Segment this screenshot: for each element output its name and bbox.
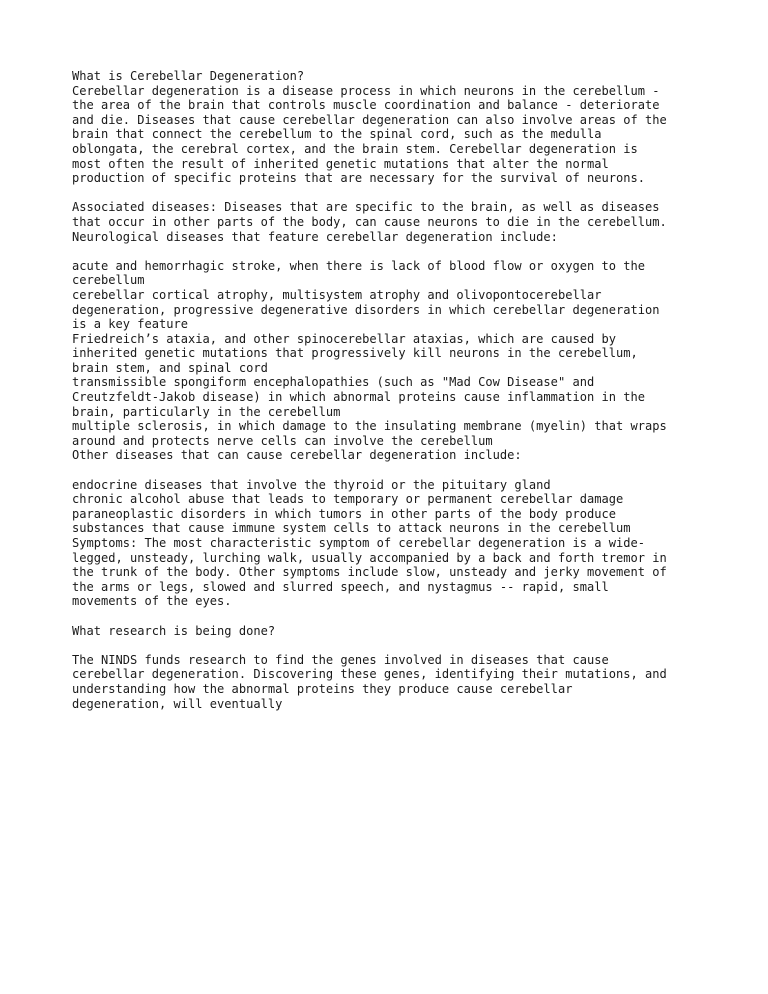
text-line: What research is being done? [72,623,276,638]
text-line: movements of the eyes. [72,594,232,609]
text-line: substances that cause immune system cells to attack neurons in the cerebellum [72,521,631,536]
text-line: and die. Diseases that cause cerebellar degeneration can also involve areas of the [72,112,667,127]
paragraph-gap [72,244,712,259]
text-line: understanding how the abnormal proteins they produce cause cerebellar [72,681,573,696]
text-line: the arms or legs, slowed and slurred speech, and nystagmus -- rapid, small [72,579,609,594]
text-line: brain that connect the cerebellum to the spinal cord, such as the medulla [72,127,602,142]
text-line: the area of the brain that controls muscle coordination and balance - deteriorate [72,98,660,113]
text-block [72,69,712,186]
text-line: paraneoplastic disorders in which tumors in other parts of the body produce [72,506,616,521]
text-line: legged, unsteady, lurching walk, usually accompanied by a back and forth tremor in [72,550,667,565]
text-block [72,653,712,711]
text-line: degeneration, will eventually [72,696,283,711]
text-line: Cerebellar degeneration is a disease process in which neurons in the cerebellum - [72,83,660,98]
text-line: cerebellum [72,273,145,288]
text-line: Neurological diseases that feature cerebellar degeneration include: [72,229,558,244]
text-line: most often the result of inherited genetic mutations that alter the normal [72,156,609,171]
text-line: transmissible spongiform encephalopathies (such as "Mad Cow Disease" and [72,375,595,390]
text-line: brain, particularly in the cerebellum [72,404,341,419]
text-line: that occur in other parts of the body, can cause neurons to die in the cerebellum. [72,214,667,229]
paragraph-gap [72,463,712,478]
text-block [72,200,712,244]
text-line: production of specific proteins that are necessary for the survival of neurons. [72,171,645,186]
text-line: Friedreich’s ataxia, and other spinocerebellar ataxias, which are caused by [72,331,616,346]
text-line: brain stem, and spinal cord [72,360,268,375]
text-line: Symptoms: The most characteristic symptom of cerebellar degeneration is a wide- [72,536,645,550]
text-line: Associated diseases: Diseases that are specific to the brain, as well as diseases [72,200,660,215]
text-line: cerebellar cortical atrophy, multisystem atrophy and olivopontocerebellar [72,287,602,302]
text-line: cerebellar degeneration. Discovering these genes, identifying their mutations, and [72,667,667,682]
text-line: What is Cerebellar Degeneration? [72,69,305,83]
text-block [72,478,712,609]
text-line: oblongata, the cerebral cortex, and the brain stem. Cerebellar degeneration is [72,141,638,156]
text-line: Creutzfeldt-Jakob disease) in which abnormal proteins cause inflammation in the [72,390,645,405]
paragraph-gap [72,638,712,653]
text-line: the trunk of the body. Other symptoms include slow, unsteady and jerky movement of [72,565,667,580]
text-block [72,259,712,463]
document-body [72,69,712,711]
text-line: The NINDS funds research to find the genes involved in diseases that cause [72,652,609,667]
text-line: around and protects nerve cells can involve the cerebellum [72,433,493,448]
text-line: Other diseases that can cause cerebellar degeneration include: [72,448,522,463]
text-line: chronic alcohol abuse that leads to temporary or permanent cerebellar damage [72,492,624,507]
paragraph-gap [72,609,712,624]
text-line: endocrine diseases that involve the thyroid or the pituitary gland [72,477,551,492]
text-line: acute and hemorrhagic stroke, when there is lack of blood flow or oxygen to the [72,258,645,273]
text-line: degeneration, progressive degenerative disorders in which cerebellar degeneration [72,302,660,317]
text-block [72,624,712,639]
text-line: multiple sclerosis, in which damage to the insulating membrane (myelin) that wraps [72,419,667,434]
text-line: inherited genetic mutations that progressively kill neurons in the cerebellum, [72,346,638,361]
text-line: is a key feature [72,317,189,332]
paragraph-gap [72,186,712,201]
